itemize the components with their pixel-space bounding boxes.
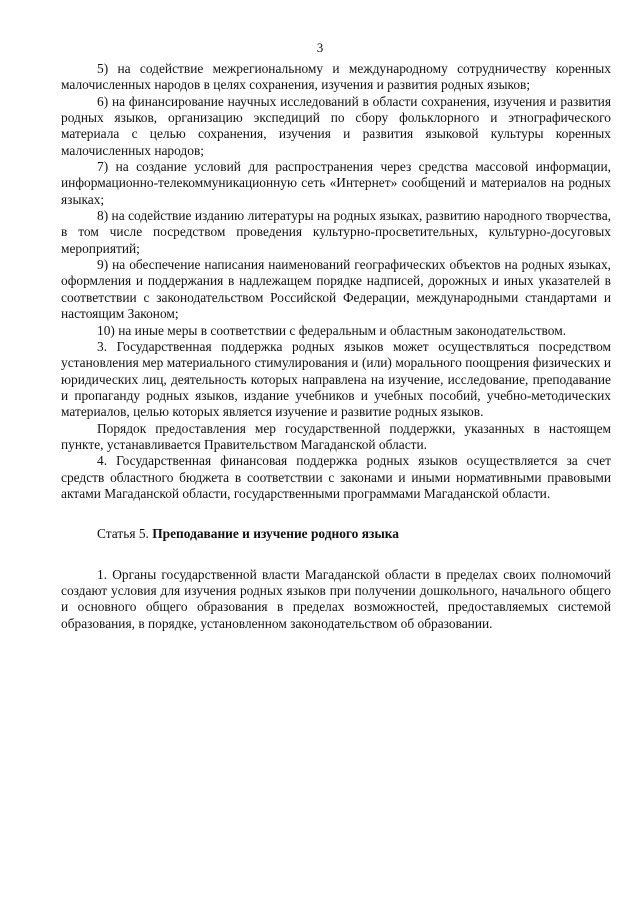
document-body: [61, 61, 611, 632]
page-number: 3: [316, 40, 324, 55]
article-label: Статья 5.: [97, 526, 153, 542]
article-paragraph-1: 1. Органы государственной власти Магаданской области в пределах своих полномочий создают условия для изучения родных языков при получении дошкольного, начального общего и основного общего образования в пределах возможностей, предоставляемых системой образования, в порядке, установленном законодательством об образовании.: [61, 566, 611, 631]
paragraph-item-5: 5) на содействие межрегиональному и международному сотрудничеству коренных малочисленных народов в целях сохранения, изучения и развития родных языков;: [61, 61, 611, 93]
article-heading: [61, 526, 611, 542]
paragraph-item-9: 9) на обеспечение написания наименований географических объектов на родных языках, оформления и поддержания в надлежащем порядке надписей, дорожных и иных указателей в соответствии с законодательством Российской Федерации, международными стандартами и настоящим Законом;: [61, 257, 611, 322]
paragraph-clause-4: 4. Государственная финансовая поддержка родных языков осуществляется за счет средств областного бюджета в соответствии с законами и иными нормативными правовыми актами Магаданской области, государственными программами Магаданской области.: [61, 453, 611, 501]
paragraph-item-7: 7) на создание условий для распространения через средства массовой информации, информационно-телекоммуникационную сеть «Интернет» сообщений и материалов на родных языках;: [61, 159, 611, 207]
paragraph-item-8: 8) на содействие изданию литературы на родных языках, развитию народного творчества, в том числе посредством проведения культурно-просветительных, культурно-досуговых мероприятий;: [61, 208, 611, 256]
paragraph-procedure: Порядок предоставления мер государственной поддержки, указанных в настоящем пункте, устанавливается Правительством Магаданской области.: [61, 420, 611, 452]
paragraph-item-10: 10) на иные меры в соответствии с федеральным и областным законодательством.: [97, 322, 567, 338]
paragraph-item-6: 6) на финансирование научных исследований в области сохранения, изучения и развития родных языков, организацию экспедиций по сбору фольклорного и этнографического материала с целью сохранения, изучения и развития языковой культуры коренных малочисленных народов;: [61, 93, 611, 158]
article-title: Преподавание и изучение родного языка: [152, 526, 399, 542]
paragraph-clause-3: 3. Государственная поддержка родных языков может осуществляться посредством установления мер материального стимулирования и (или) морального поощрения физических и юридических лиц, деятельность которых направлена на изучение, исследование, преподавание и пропаганду родных языков, издание учебников и учебных пособий, учебно-методических материалов, целью которых является изучение и развитие родных языков.: [61, 338, 611, 420]
